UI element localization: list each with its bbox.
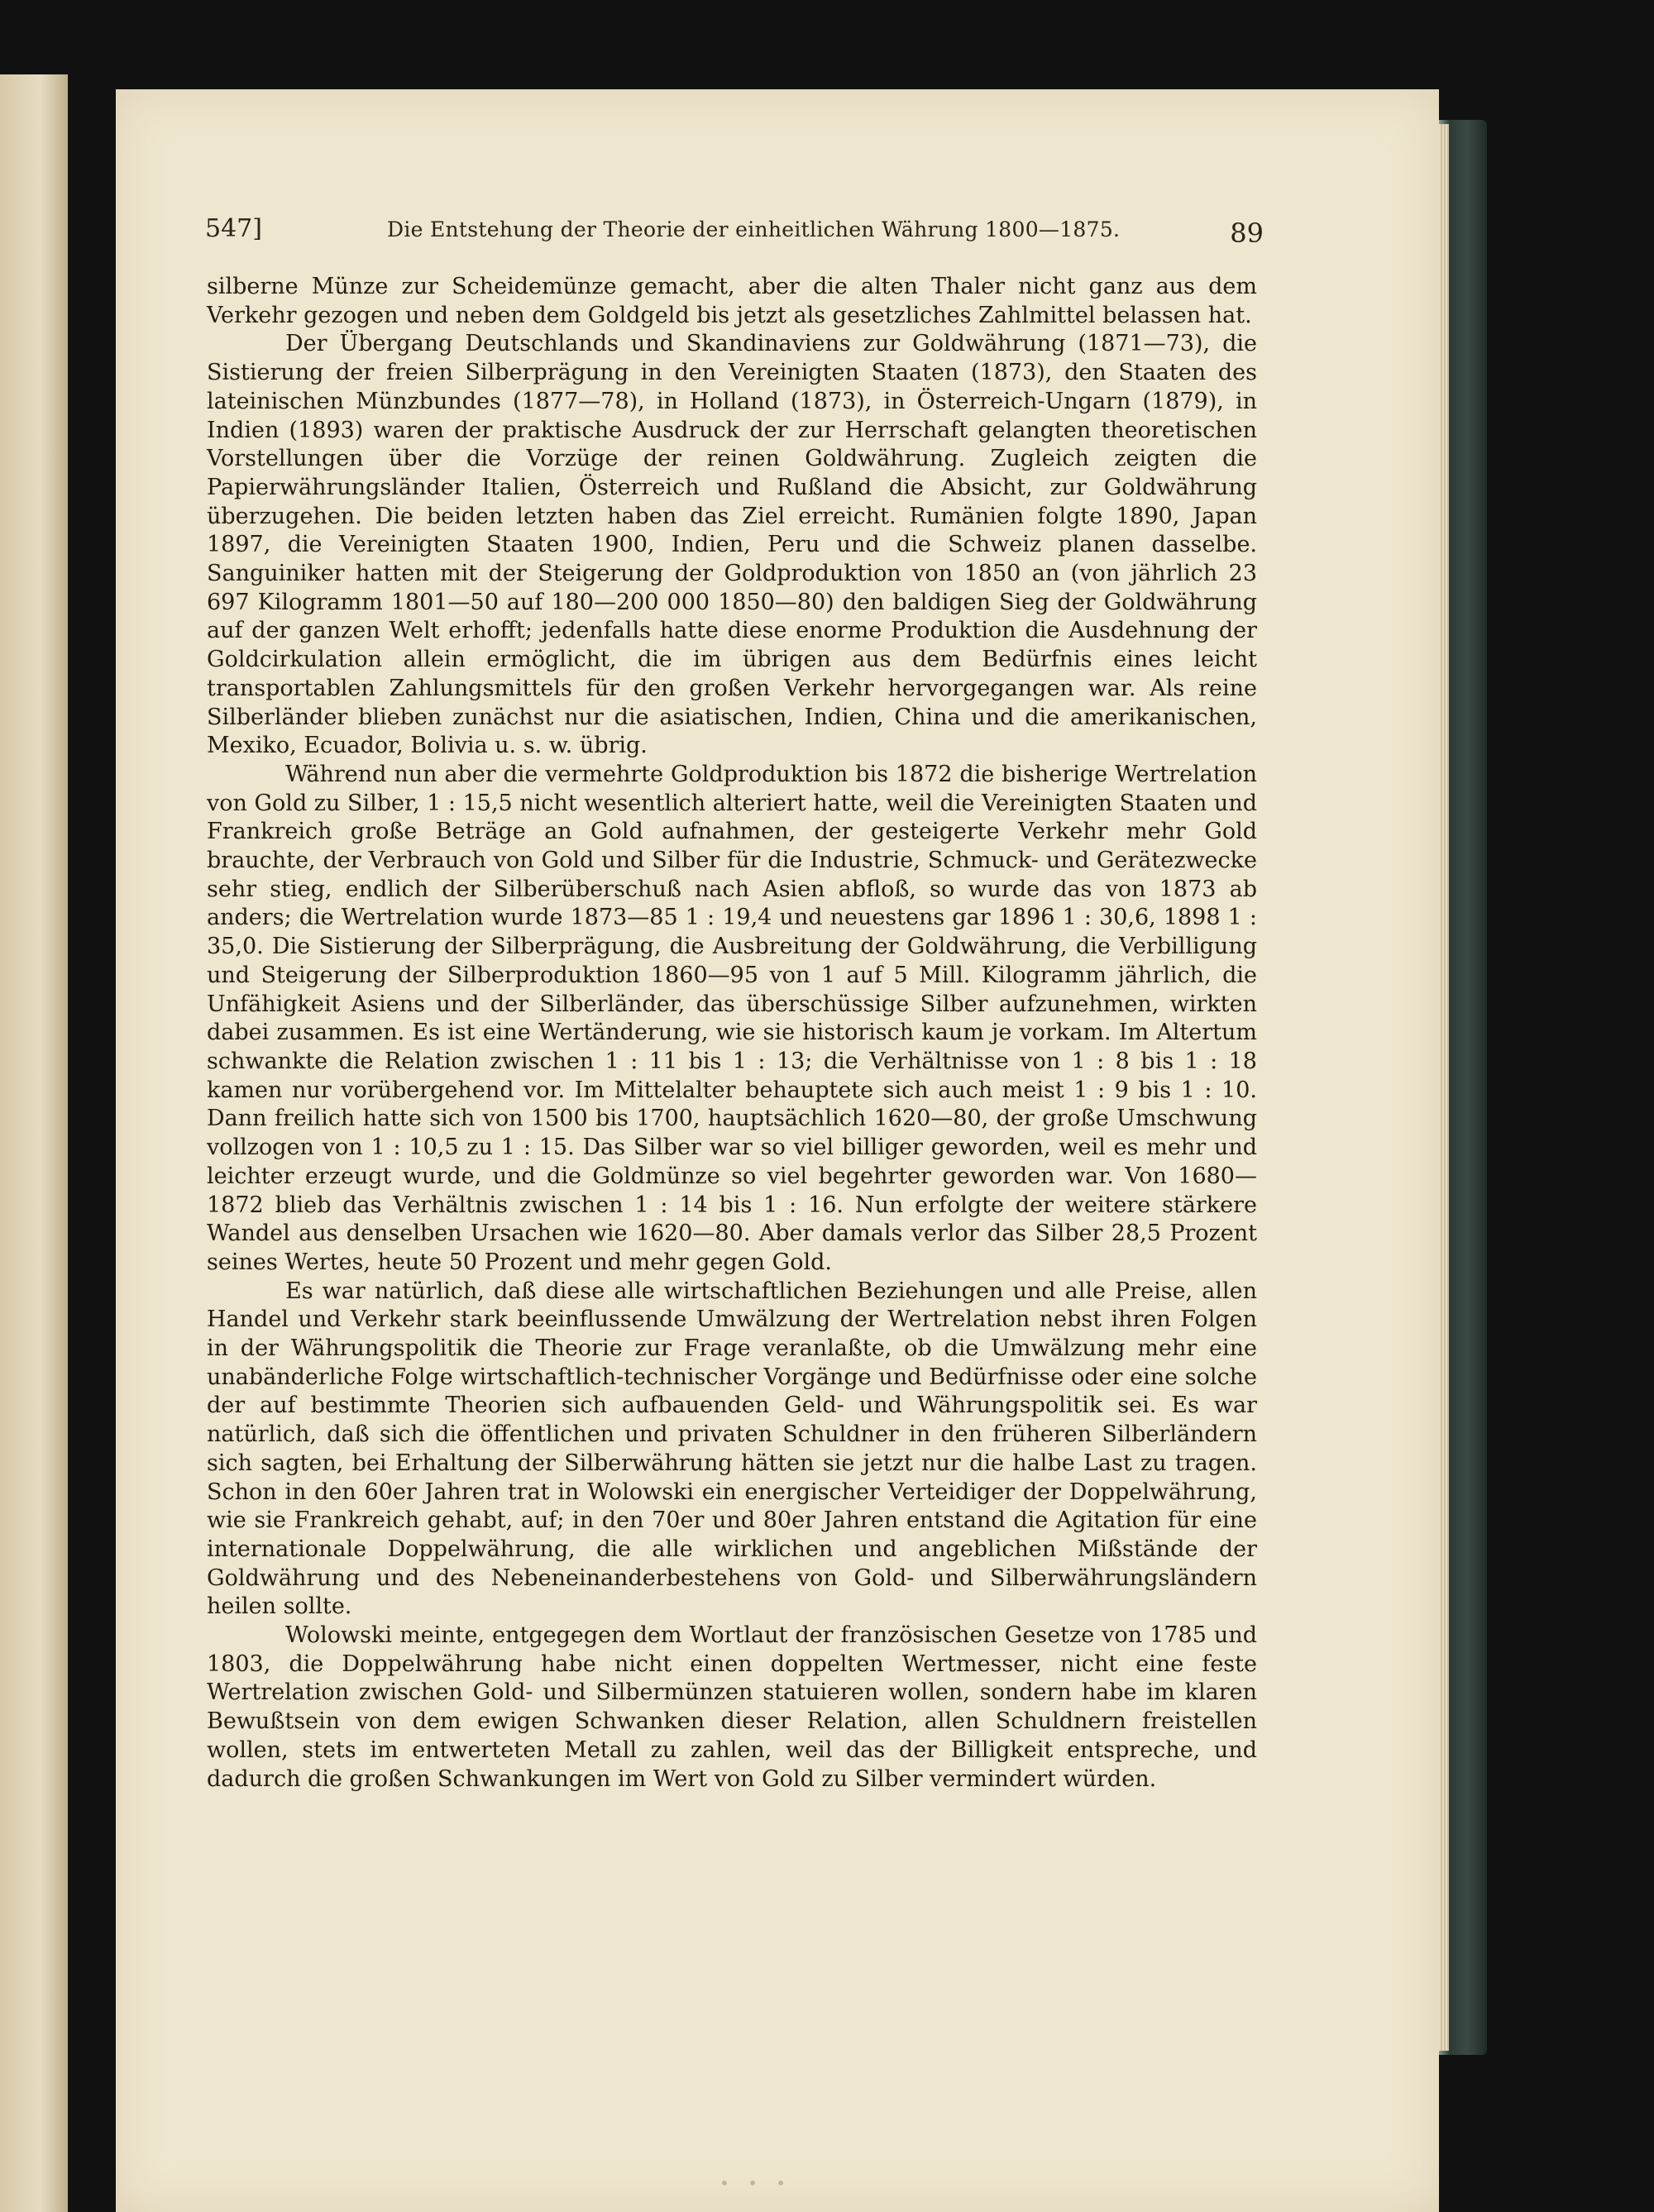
page-number: 89	[1230, 217, 1264, 249]
running-title: Die Entstehung der Theorie der einheitlichen Währung 1800—1875.	[387, 217, 1121, 241]
page-edges	[1439, 124, 1449, 2051]
paragraph: Während nun aber die vermehrte Goldproduktion bis 1872 die bisherige Wertrelation von Gold zu Silber, 1 : 15,5 nicht wesentlich alteriert hatte, weil die Vereinigten Staaten und Frankreich große Beträge an Gold aufnahmen, der gesteigerte Verkehr mehr Gold brauchte, der Verbrauch von Gold und Silber für die Industrie, Schmuck- und Gerätezwecke sehr stieg, endlich der Silberüberschuß nach Asien abfloß, so wurde das von 1873 ab anders; die Wertrelation wurde 1873—85 1 : 19,4 und neuestens gar 1896 1 : 30,6, 1898 1 : 35,0. Die Sistierung der Silberprägung, die Ausbreitung der Goldwährung, die Verbilligung und Steigerung der Silberproduktion 1860—95 von 1 auf 5 Mill. Kilogramm jährlich, die Unfähigkeit Asiens und der Silberländer, das überschüssige Silber aufzunehmen, wirkten dabei zusammen. Es ist eine Wertänderung, wie sie historisch kaum je vorkam. Im Altertum schwankte die Relation zwischen 1 : 11 bis 1 : 13; die Verhältnisse von 1 : 8 bis 1 : 18 kamen nur vorübergehend vor. Im Mittelalter behauptete sich auch meist 1 : 9 bis 1 : 10. Dann freilich hatte sich von 1500 bis 1700, hauptsächlich 1620—80, der große Umschwung vollzogen von 1 : 10,5 zu 1 : 15. Das Silber war so viel billiger geworden, weil es mehr und leichter erzeugt wurde, und die Goldmünze so viel begehrter geworden war. Von 1680—1872 blieb das Verhältnis zwischen 1 : 14 bis 1 : 16. Nun erfolgte der weitere stärkere Wandel aus denselben Ursachen wie 1620—80. Aber damals verlor das Silber 28,5 Prozent seines Wertes, heute 50 Prozent und mehr gegen Gold.	[207, 761, 1257, 1275]
body-text	[207, 273, 1257, 1794]
left-page-edge	[0, 74, 68, 2212]
paragraph: Es war natürlich, daß diese alle wirtschaftlichen Beziehungen und alle Preise, allen Handel und Verkehr stark beeinflussende Umwälzung der Wertrelation nebst ihren Folgen in der Währungspolitik die Theorie zur Frage veranlaßte, ob die Umwälzung mehr eine unabänderliche Folge wirtschaftlich-technischer Vorgänge und Bedürfnisse oder eine solche der auf bestimmte Theorien sich aufbauenden Geld- und Währungspolitik sei. Es war natürlich, daß sich die öffentlichen und privaten Schuldner in den früheren Silberländern sich sagten, bei Erhaltung der Silberwährung hätten sie jetzt nur die halbe Last zu tragen. Schon in den 60er Jahren trat in Wolowski ein energischer Verteidiger der Doppelwährung, wie sie Frankreich gehabt, auf; in den 70er und 80er Jahren entstand die Agitation für eine internationale Doppelwährung, die alle wirklichen und angeblichen Mißstände der Goldwährung und des Nebeneinanderbestehens von Gold- und Silberwährungsländern heilen sollte.	[207, 1278, 1257, 1620]
page-reference: 547]	[205, 214, 262, 243]
paragraph: silberne Münze zur Scheidemünze gemacht, aber die alten Thaler nicht ganz aus dem Verkehr gezogen und neben dem Goldgeld bis jetzt als gesetzliches Zahlmittel belassen hat.	[207, 274, 1257, 328]
bottom-mark	[719, 2173, 819, 2181]
page-header	[205, 211, 1264, 251]
paragraph: Der Übergang Deutschlands und Skandinaviens zur Goldwährung (1871—73), die Sistierung der freien Silberprägung in den Vereinigten Staaten (1873), den Staaten des lateinischen Münzbundes (1877—78), in Holland (1873), in Österreich-Ungarn (1879), in Indien (1893) waren der praktische Ausdruck der zur Herrschaft gelangten theoretischen Vorstellungen über die Vorzüge der reinen Goldwährung. Zugleich zeigten die Papierwährungsländer Italien, Österreich und Rußland die Absicht, zur Goldwährung überzugehen. Die beiden letzten haben das Ziel erreicht. Rumänien folgte 1890, Japan 1897, die Vereinigten Staaten 1900, Indien, Peru und die Schweiz planen dasselbe. Sanguiniker hatten mit der Steigerung der Goldproduktion von 1850 an (von jährlich 23 697 Kilogramm 1801—50 auf 180—200 000 1850—80) den baldigen Sieg der Goldwährung auf der ganzen Welt erhofft; jedenfalls hatte diese enorme Produktion die Ausdehnung der Goldcirkulation allein ermöglicht, die im übrigen aus dem Bedürfnis eines leicht transportablen Zahlungsmittels für den großen Verkehr hervorgegangen war. Als reine Silberländer blieben zunächst nur die asiatischen, Indien, China und die amerikanischen, Mexiko, Ecuador, Bolivia u. s. w. übrig.	[207, 331, 1257, 759]
paragraph: Wolowski meinte, entgegegen dem Wortlaut der französischen Gesetze von 1785 und 1803, die Doppelwährung habe nicht einen doppelten Wertmesser, nicht eine feste Wertrelation zwischen Gold- und Silbermünzen statuieren wollen, sondern habe im klaren Bewußtsein von dem ewigen Schwanken dieser Relation, allen Schuldnern freistellen wollen, stets im entwerteten Metall zu zahlen, weil das der Billigkeit entspreche, und dadurch die großen Schwankungen im Wert von Gold zu Silber vermindert würden.	[207, 1622, 1257, 1792]
